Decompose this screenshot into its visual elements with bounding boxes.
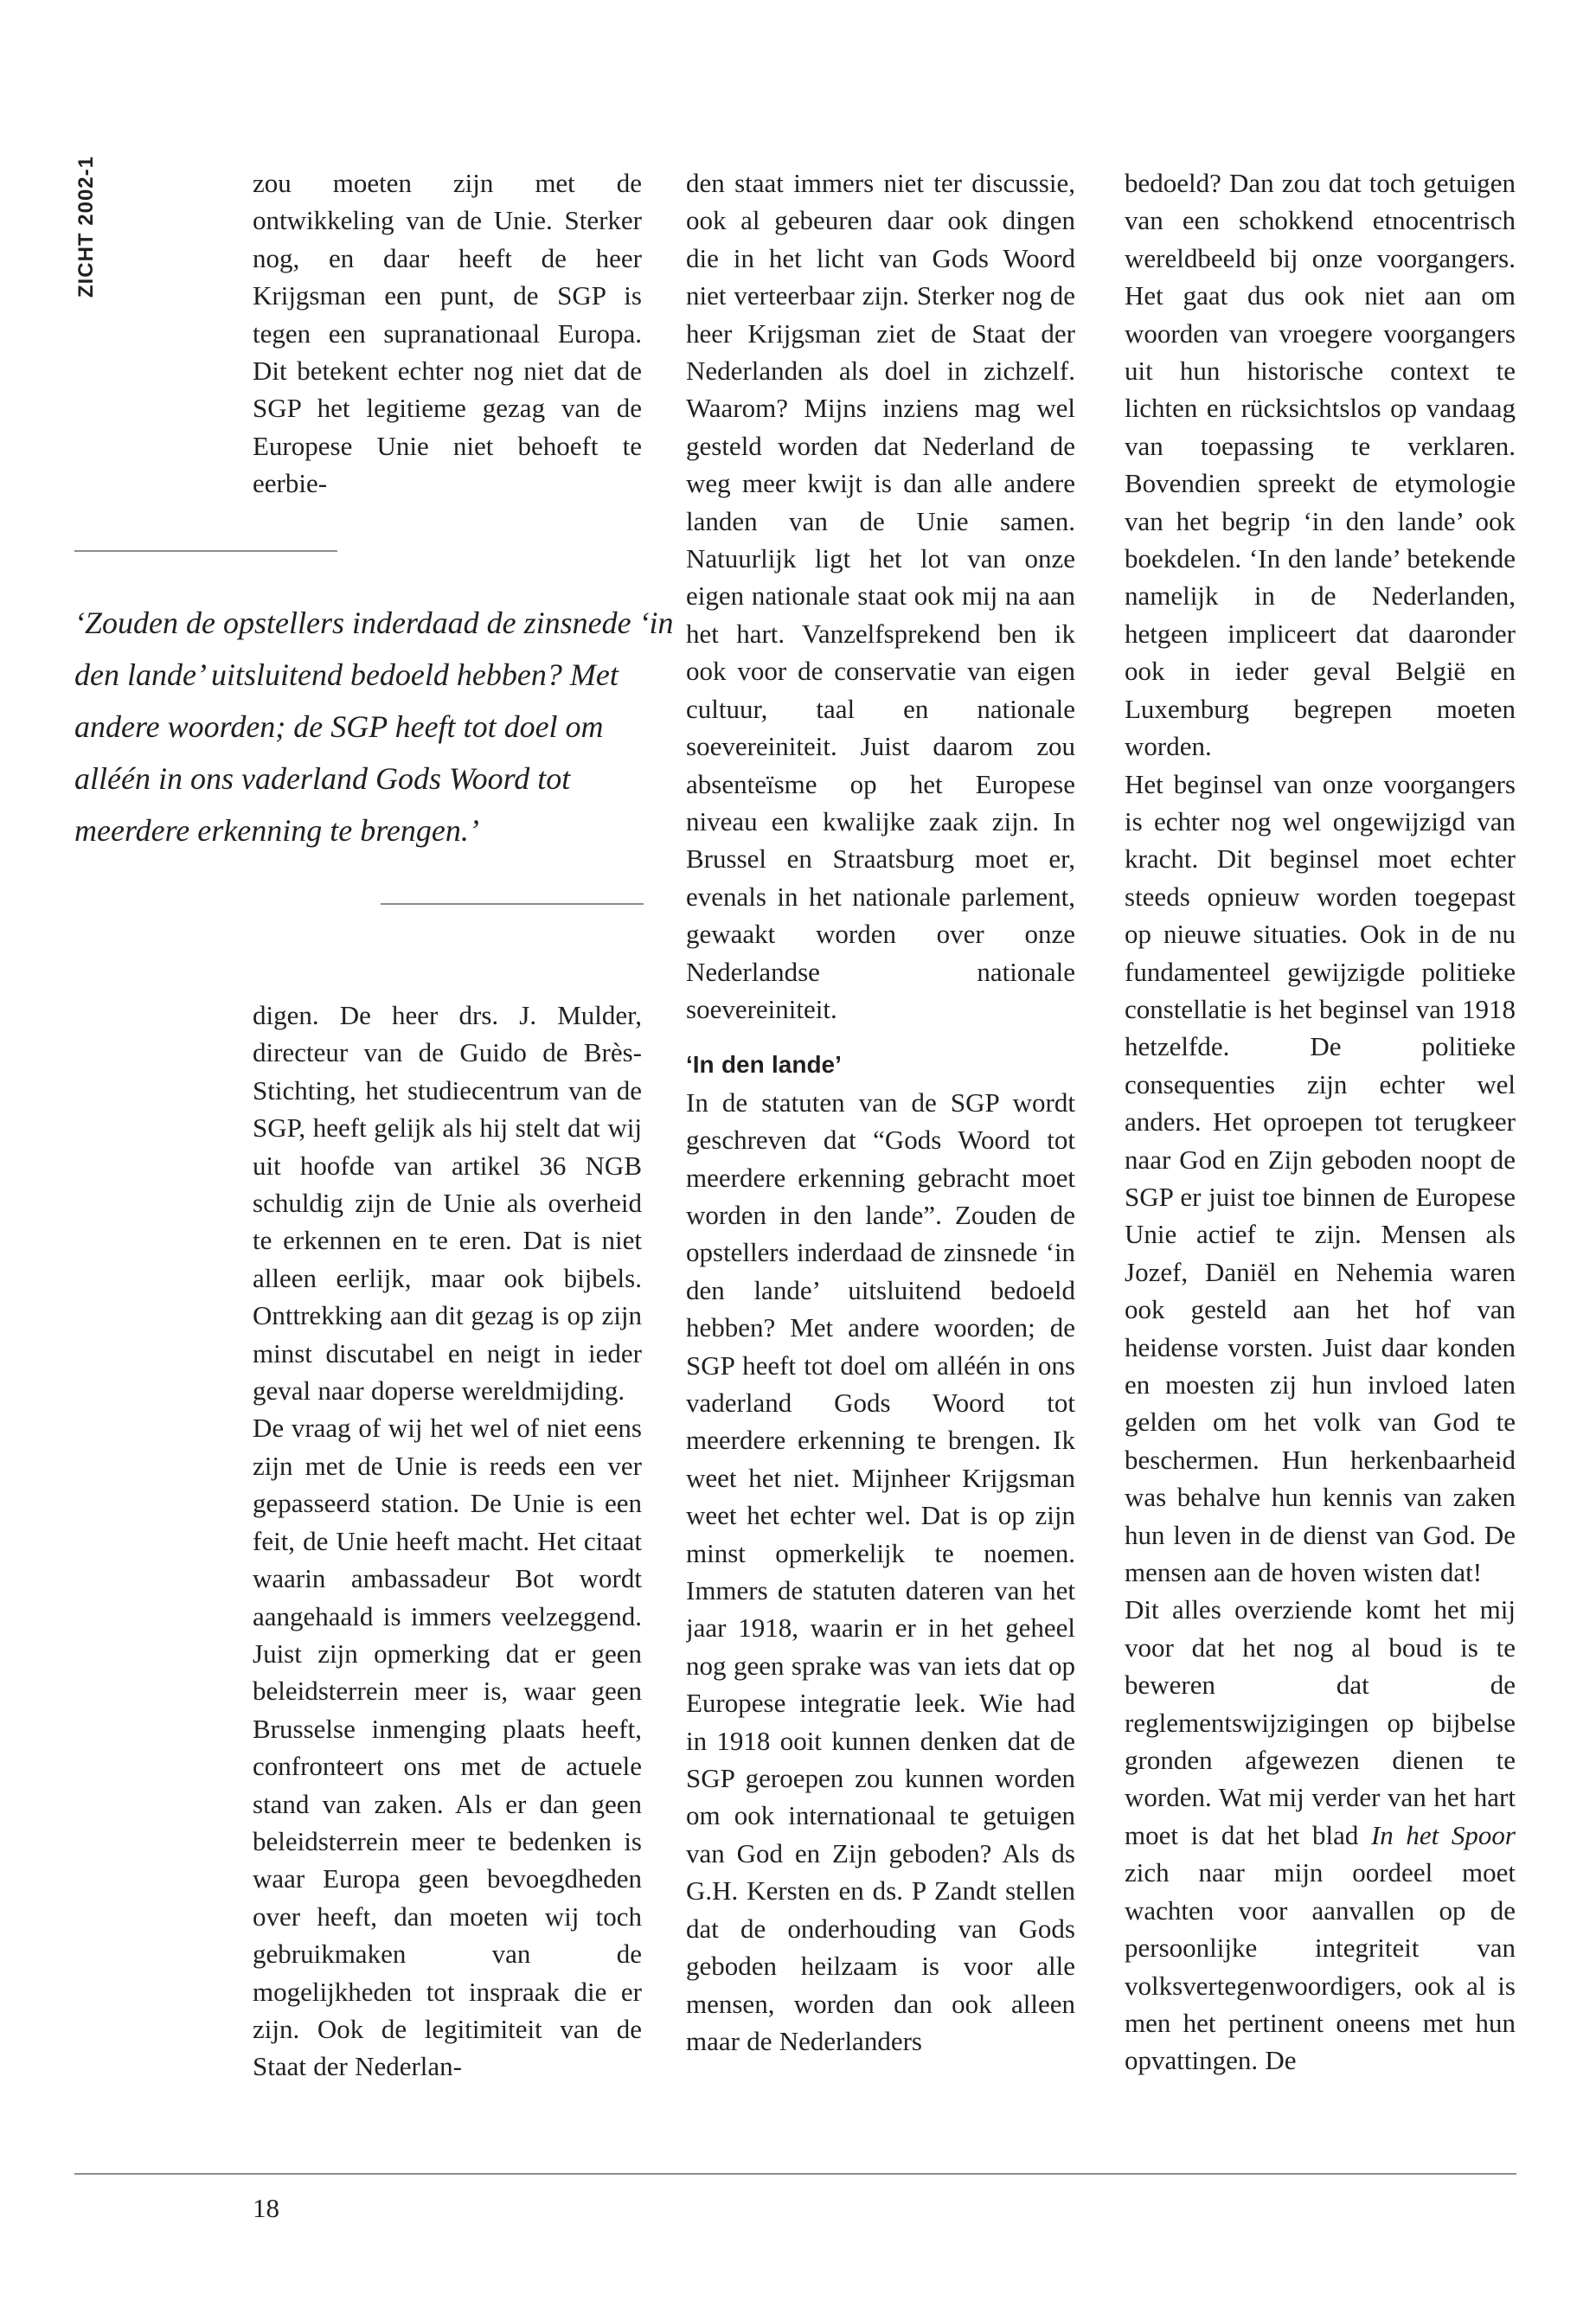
paragraph [1125, 1591, 1516, 2079]
paragraph: Het beginsel van onze voorgangers is echter nog wel ongewijzigd van kracht. Dit beginsel moet echter steeds opnieuw worden toegepast op nieuwe situaties. Ook in de nu fundamenteel gewijzigde politieke constellatie is het beginsel van 1918 hetzelfde. De politieke consequenties zijn echter wel anders. Het oproepen tot terugkeer naar God en Zijn geboden noopt de SGP er juist toe binnen de Europese Unie actief te zijn. Mensen als Jozef, Daniël en Nehemia waren ook gesteld aan het hof van heidense vorsten. Juist daar konden en moesten zij hun invloed laten gelden om het volk van God te beschermen. Hun herkenbaarheid was behalve hun kennis van zaken hun leven in de dienst van God. De mensen aan de hoven wisten dat! [1125, 768, 1516, 1588]
paragraph-text: zich naar mijn oordeel moet wachten voor aanvallen op de persoonlijke integriteit van volksvertegenwoordigers, ook al is men het pertinent oneens met hun opvattingen. De [1125, 1857, 1516, 2076]
column-1-top [253, 164, 642, 503]
paragraph: den staat immers niet ter discussie, ook al gebeuren daar ook dingen die in het licht van Gods Woord niet verteerbaar zijn. Sterker nog de heer Krijgsman ziet de Staat der Nederlanden als doel in zichzelf. Waarom? Mijns inziens mag wel gesteld worden dat Nederland de weg meer kwijt is dan alle andere landen van de Unie samen. Natuurlijk ligt het lot van onze eigen nationale staat ook mij na aan het hart. Vanzelfsprekend ben ik ook voor de conservatie van eigen cultuur, taal en nationale soevereiniteit. Juist daarom zou absenteïsme op het Europese niveau een kwalijke zaak zijn. In Brussel en Straatsburg moet er, evenals in het nationale parlement, gewaakt worden over onze Nederlandse nationale soevereiniteit. [686, 168, 1075, 1024]
paragraph: In de statuten van de SGP wordt geschreven dat “Gods Woord tot meerdere erkenning gebracht moet worden in den lande”. Zouden de opstellers inderdaad de zinsnede ‘in den lande’ uitsluitend bedoeld hebben? Met andere woorden; de SGP heeft tot doel om alléén in ons vaderland Gods Woord tot meerdere erkenning te brengen. Ik weet het niet. Mijnheer Krijgsman weet het echter wel. Dat is op zijn minst opmerkelijk te noemen. Immers de statuten dateren van het jaar 1918, waarin er in het geheel nog geen sprake was van iets dat op Europese integratie leek. Wie had in 1918 ooit kunnen denken dat de SGP geroepen zou kunnen worden om ook internationaal te getuigen van God en Zijn geboden? Als ds G.H. Kersten en ds. P Zandt stellen dat de onderhouding van Gods geboden heilzaam is voor alle mensen, worden dan ook alleen maar de Nederlanders [686, 1086, 1075, 2056]
footer-rule [74, 2173, 1516, 2175]
running-head: ZICHT 2002-1 [74, 156, 98, 298]
pull-quote-rule-bottom [381, 903, 644, 905]
page-number: 18 [253, 2193, 279, 2223]
column-3 [1125, 164, 1516, 2121]
column-1-bottom [253, 997, 642, 2121]
paragraph: digen. De heer drs. J. Mulder, directeur van de Guido de Brès-Stichting, het studiecentrum van de SGP, heeft gelijk als hij stelt dat wij uit hoofde van artikel 36 NGB schuldig zijn de Unie als overheid te erkennen en te eren. Dat is niet alleen eerlijk, maar ook bijbels. Onttrekking aan dit gezag is op zijn minst discutabel en neigt in ieder geval naar doperse wereldmijding. [253, 1000, 642, 1407]
column-2 [686, 164, 1075, 2121]
section-heading: ‘In den lande’ [686, 1051, 842, 1079]
paragraph: De vraag of wij het wel of niet eens zijn met de Unie is reeds een ver gepasseerd station. De Unie is een feit, de Unie heeft macht. Het citaat waarin ambassadeur Bot wordt aangehaald is immers veelzeggend. Juist zijn opmerking dat er geen beleidsterrein meer is, waar geen Brusselse inmenging plaats heeft, confronteert ons met de actuele stand van zaken. Als er dan geen beleidsterrein meer te bedenken is waar Europa geen bevoegdheden over heeft, dan moeten wij toch gebruikmaken van de mogelijkheden tot inspraak die er zijn. Ook de legitimiteit van de Staat der Nederlan- [253, 1413, 642, 2082]
paragraph: zou moeten zijn met de ontwikkeling van de Unie. Sterker nog, en daar heeft de heer Krijgsman een punt, de SGP is tegen een supranationaal Europa. Dit betekent echter nog niet dat de SGP het legitieme gezag van de Europese Unie niet behoeft te eerbie- [253, 168, 642, 499]
paragraph-text: Dit alles overziende komt het mij voor dat het nog al boud is te beweren dat de reglementswijzigingen op bijbelse gronden afgewezen dienen te worden. Wat mij verder van het hart moet is dat het blad [1125, 1594, 1516, 1850]
journal-title: In het Spoor [1370, 1819, 1516, 1850]
pull-quote: ‘Zouden de opstellers inderdaad de zinsnede ‘in den lande’ uitsluitend bedoeld hebben? Met andere woorden; de SGP heeft tot doel om alléén in ons vaderland Gods Woord tot meerdere erkenning te brengen.’ [74, 606, 674, 848]
paragraph: bedoeld? Dan zou dat toch getuigen van een schokkend etnocentrisch wereldbeeld bij onze voorgangers. Het gaat dus ook niet aan om woorden van vroegere voorgangers uit hun historische context te lichten en rücksichtslos op vandaag van toepassing te verklaren. Bovendien spreekt de etymologie van het begrip ‘in den lande’ ook boekdelen. ‘In den lande’ betekende namelijk in de Nederlanden, hetgeen impliceert dat daaronder ook in ieder geval België en Luxemburg begrepen moeten worden. [1125, 168, 1516, 762]
pull-quote-rule-top [74, 550, 337, 552]
